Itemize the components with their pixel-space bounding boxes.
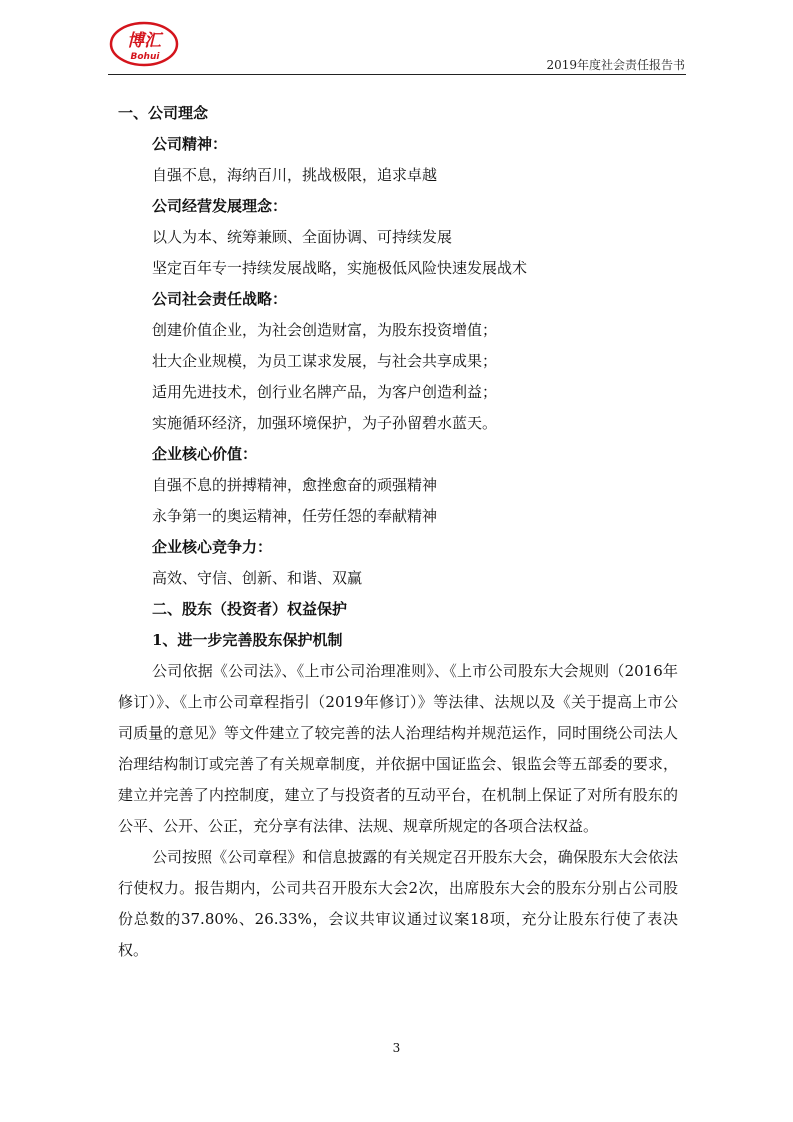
paragraph-1: 公司依据《公司法》、《上市公司治理准则》、《上市公司股东大会规则（2016年修订）》、《上市公司章程指引（2019年修订）》等法律、法规以及《关于提高上市公司质量的意见》等文件建立了较完善的法人治理结构并规范运作，同时围绕公司法人治理结构制订或完善了有关规章制度，并依据中国证监会、银监会等五部委的要求，建立并完善了内控制度，建立了与投资者的互动平台，在机制上保证了对所有股东的公平、公开、公正，充分享有法律、法规、规章所规定的各项合法权益。 <box>118 662 678 835</box>
philosophy-line-1: 以人为本、统筹兼顾、全面协调、可持续发展 <box>152 228 453 246</box>
section-heading-1: 一、公司理念 <box>118 104 209 122</box>
csr-line-2: 壮大企业规模，为员工谋求发展，与社会共享成果； <box>152 352 498 370</box>
subsection-heading-1: 1、进一步完善股东保护机制 <box>152 631 343 649</box>
page-content <box>118 98 678 966</box>
csr-line-3: 适用先进技术，创行业名牌产品，为客户创造利益； <box>152 383 498 401</box>
csr-heading: 公司社会责任战略： <box>152 290 288 308</box>
bohui-logo <box>109 20 179 68</box>
page-number: 3 <box>392 1041 401 1055</box>
paragraph-2: 公司按照《公司章程》和信息披露的有关规定召开股东大会，确保股东大会依法行使权力。报告期内，公司共召开股东大会2次，出席股东大会的股东分别占公司股份总数的37.80%、26.33%，会议共审议通过议案18项，充分让股东行使了表决权。 <box>118 848 678 959</box>
section-heading-2: 二、股东（投资者）权益保护 <box>152 600 348 618</box>
logo-text: 博汇 <box>127 31 161 51</box>
logo-subtext: Bohui <box>130 52 160 62</box>
competitiveness-heading: 企业核心竞争力： <box>152 538 273 556</box>
csr-line-1: 创建价值企业，为社会创造财富，为股东投资增值； <box>152 321 498 339</box>
csr-line-4: 实施循环经济，加强环境保护，为子孙留碧水蓝天。 <box>152 414 498 432</box>
philosophy-line-2: 坚定百年专一持续发展战略，实施极低风险快速发展战术 <box>152 259 528 277</box>
competitiveness-text: 高效、守信、创新、和谐、双赢 <box>152 569 363 587</box>
core-value-heading: 企业核心价值： <box>152 445 258 463</box>
spirit-heading: 公司精神： <box>152 135 228 153</box>
spirit-text: 自强不息，海纳百川，挑战极限，追求卓越 <box>152 166 438 184</box>
philosophy-heading: 公司经营发展理念： <box>152 197 288 215</box>
report-title: 2019年度社会责任报告书 <box>546 58 685 72</box>
core-value-line-2: 永争第一的奥运精神，任劳任怨的奉献精神 <box>152 507 438 525</box>
core-value-line-1: 自强不息的拼搏精神，愈挫愈奋的顽强精神 <box>152 476 438 494</box>
header-divider <box>108 74 686 75</box>
